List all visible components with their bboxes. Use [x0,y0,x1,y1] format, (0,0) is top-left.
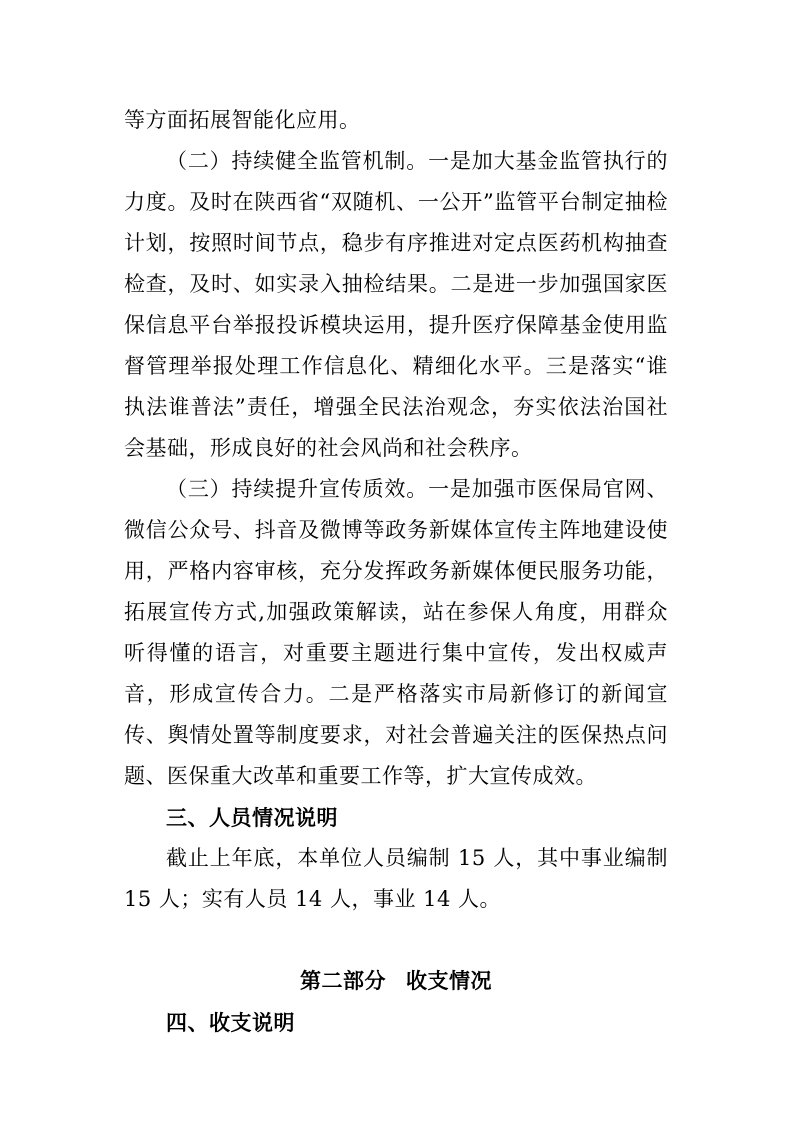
blank-line [124,920,668,961]
document-body [124,100,668,1043]
part-two-title-right: 收支情况 [406,969,492,993]
section-three-text: 截止上年底，本单位人员编制 15 人，其中事业编制 15 人；实有人员 14 人，事业 14 人。 [124,846,668,911]
part-two-title-left: 第二部分 [300,969,386,993]
paragraph-publicity: （三）持续提升宣传质效。一是加强市医保局官网、微信公众号、抖音及微博等政务新媒体宣传主阵地建设使用，严格内容审核，充分发挥政务新媒体便民服务功能，拓展宣传方式,加强政策解读，站在参保人角度，用群众听得懂的语言，对重要主题进行集中宣传，发出权威声音，形成宣传合力。二是严格落实市局新修订的新闻宣传、舆情处置等制度要求，对社会普遍关注的医保热点问题、医保重大改革和重要工作等，扩大宣传成效。 [124,477,668,788]
paragraph-supervision: （二）持续健全监管机制。一是加大基金监管执行的力度。及时在陕西省“双随机、一公开”监管平台制定抽检计划，按照时间节点，稳步有序推进对定点医药机构抽查检查，及时、如实录入抽检结果。二是进一步加强国家医保信息平台举报投诉模块运用，提升医疗保障基金使用监督管理举报处理工作信息化、精细化水平。三是落实“谁执法谁普法”责任，增强全民法治观念，夯实依法治国社会基础，形成良好的社会风尚和社会秩序。 [124,149,668,460]
section-three-heading: 三、人员情况说明 [166,805,338,830]
section-four-heading: 四、收支说明 [166,1010,295,1035]
part-two-title [124,961,668,1002]
paragraph-continuation: 等方面拓展智能化应用。 [124,108,361,132]
